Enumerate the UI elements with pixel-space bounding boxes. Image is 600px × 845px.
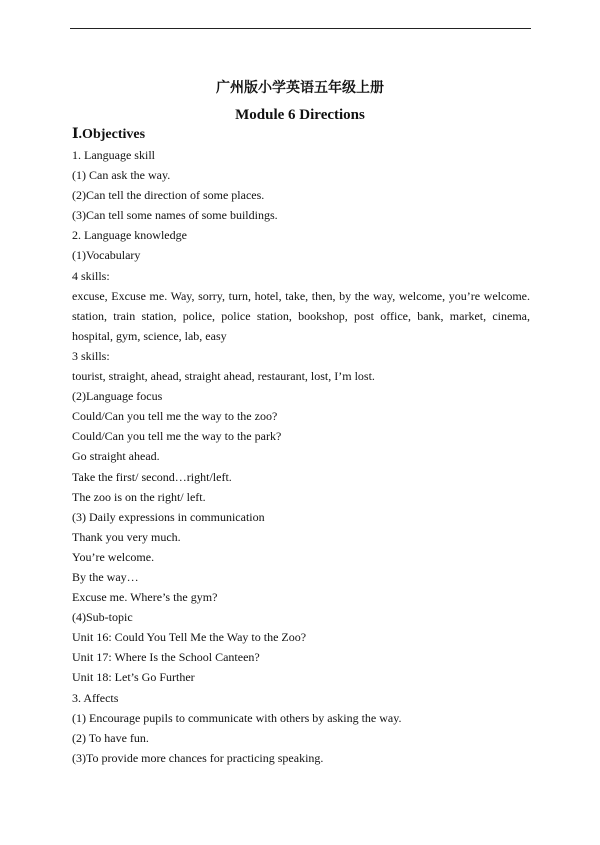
- objectives-body: [72, 145, 530, 768]
- text-line: Thank you very much.: [72, 529, 181, 544]
- text-line: Go straight ahead.: [72, 449, 160, 464]
- text-line: Unit 17: Where Is the School Canteen?: [72, 650, 260, 665]
- text-line: 1. Language skill: [72, 148, 155, 162]
- vocabulary-paragraph: excuse, Excuse me. Way, sorry, turn, hotel, take, then, by the way, welcome, you’re welcome. station, train station, police, police station, bookshop, post office, bank, market, cinema, hospital, gym, science, lab, easy: [72, 288, 530, 343]
- text-line: Excuse me. Where’s the gym?: [72, 590, 218, 605]
- text-line: (1)Vocabulary: [72, 248, 141, 263]
- text-line: (1) Encourage pupils to communicate with others by asking the way.: [72, 710, 402, 725]
- text-line: (1) Can ask the way.: [72, 168, 171, 183]
- text-line: By the way…: [72, 569, 139, 584]
- section-heading: Ⅰ.Objectives: [72, 127, 146, 142]
- document-title: 广州版小学英语五年级上册: [216, 80, 384, 96]
- text-line: 3 skills:: [72, 348, 110, 363]
- text-line: (2) To have fun.: [72, 730, 149, 745]
- header-rule: [70, 28, 531, 29]
- text-line: (3)Can tell some names of some buildings.: [72, 208, 278, 223]
- text-line: (3) Daily expressions in communication: [72, 509, 265, 524]
- text-line: (3)To provide more chances for practicing speaking.: [72, 750, 324, 765]
- text-line: Could/Can you tell me the way to the park?: [72, 429, 282, 444]
- text-line: 2. Language knowledge: [72, 228, 187, 243]
- module-title: Module 6 Directions: [235, 107, 365, 123]
- text-line: tourist, straight, ahead, straight ahead, restaurant, lost, I’m lost.: [72, 369, 375, 384]
- text-line: Unit 18: Let’s Go Further: [72, 670, 195, 685]
- text-line: (2)Can tell the direction of some places.: [72, 188, 265, 203]
- text-line: Take the first/ second…right/left.: [72, 469, 232, 484]
- text-line: (2)Language focus: [72, 389, 163, 404]
- text-line: (4)Sub-topic: [72, 610, 133, 625]
- text-line: Unit 16: Could You Tell Me the Way to the Zoo?: [72, 630, 307, 645]
- text-line: Could/Can you tell me the way to the zoo?: [72, 409, 278, 424]
- text-line: 3. Affects: [72, 690, 119, 705]
- text-line: You’re welcome.: [72, 549, 155, 564]
- text-line: 4 skills:: [72, 268, 110, 283]
- text-line: The zoo is on the right/ left.: [72, 489, 206, 504]
